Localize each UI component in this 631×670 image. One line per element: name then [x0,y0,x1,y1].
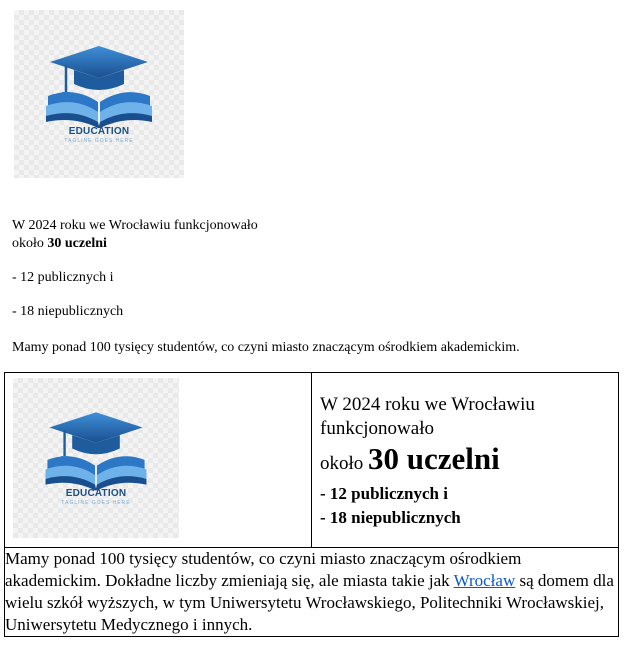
logo-tagline: TAGLINE GOES HERE [61,500,131,506]
paragraph-before: Mamy ponad 100 tysięcy studentów, co czyni miasto znaczącym ośrodkiem akademickim. Dokładne liczby zmieniają się, ale miasta takie jak [5,549,522,590]
table-line-2: funkcjonowało [320,418,434,439]
graduation-book-icon [14,10,184,178]
intro-students: Mamy ponad 100 tysięcy studentów, co czyni miasto znaczącym ośrodkiem akademickim. [12,340,520,355]
intro-prefix: około [12,236,48,251]
education-logo-cell [13,378,179,538]
intro-count: 30 uczelni [47,236,107,251]
table-count: 30 uczelni [368,441,500,476]
logo-tagline: TAGLINE GOES HERE [64,138,134,144]
logo-label: EDUCATION [68,126,130,137]
logo-label: EDUCATION [65,488,127,499]
intro-line-1: W 2024 roku we Wrocławiu funkcjonowało [12,218,258,233]
paragraph-after: są domem dla wielu szkół wyższych, w tym Uniwersytetu Wrocławskiego, Politechniki Wrocławskiej, Uniwersytetu Medycznego i innych. [5,571,614,634]
intro-public: - 12 publicznych i [12,270,114,285]
intro-nonpublic: - 18 niepublicznych [12,304,124,319]
intro-line-2 [12,236,107,252]
table-line-1: W 2024 roku we Wrocławiu [320,394,535,415]
education-logo [14,10,184,178]
paragraph-cell [5,548,619,637]
table-nonpublic: - 18 niepublicznych [320,508,461,527]
graduation-book-icon [13,378,179,538]
text-cell [312,373,619,548]
table-prefix: około [320,453,369,474]
table-public: - 12 publicznych i [320,484,448,503]
wroclaw-link[interactable]: Wrocław [453,571,516,590]
table-line-3 [320,441,618,482]
